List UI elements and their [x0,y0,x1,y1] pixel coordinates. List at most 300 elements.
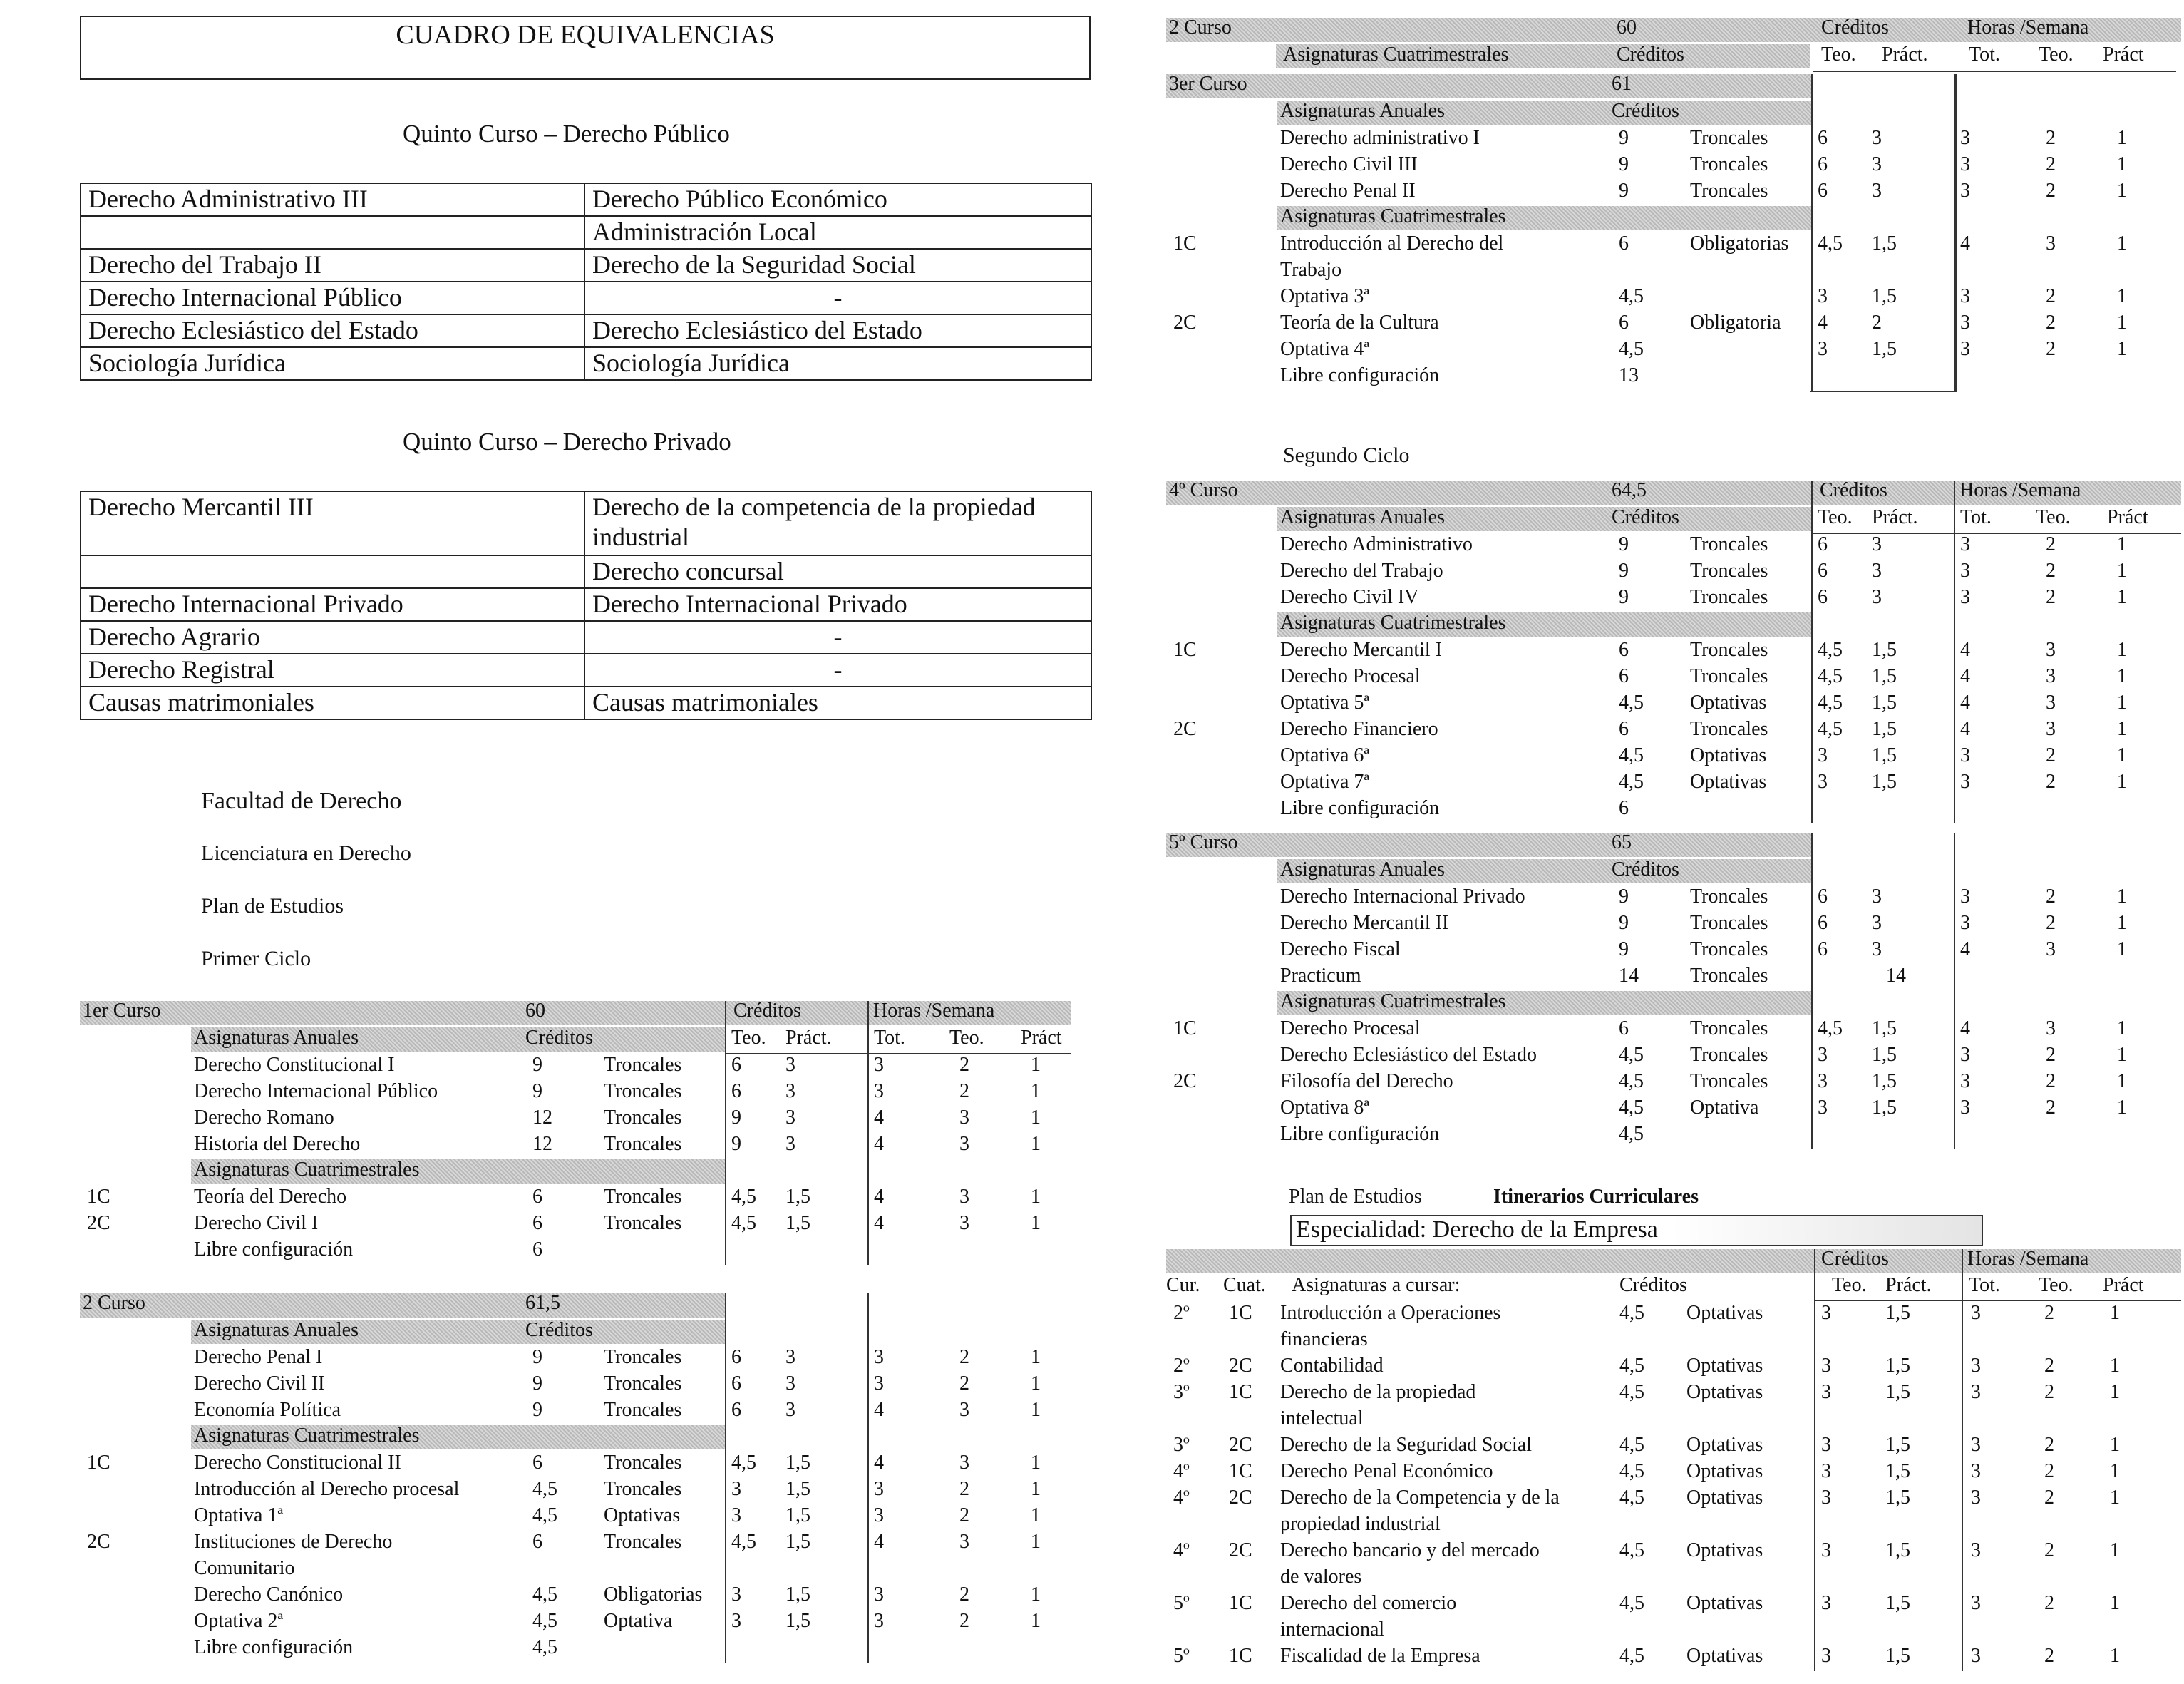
subject-name: Derecho Civil IV [1280,586,1419,608]
subject-name: Derecho Civil I [194,1212,319,1234]
privado-old-subject: Derecho Mercantil III [81,491,584,555]
hours-pract: 1 [2117,533,2127,555]
horas-group-header: Horas /Semana [873,1000,995,1022]
privado-old-subject: Derecho Internacional Privado [81,588,584,621]
itin-col-cuat: Cuat. [1223,1274,1266,1296]
itin-hpract: 1 [2110,1355,2120,1377]
credits-teo: 4,5 [731,1212,756,1234]
itin-curso: 2º [1173,1355,1190,1377]
subject-name: Economía Política [194,1399,341,1421]
hours-teo: 3 [959,1212,969,1234]
hours-total: 4 [874,1399,884,1421]
subject-credits: 4,5 [1619,1123,1644,1145]
subject-credits: 14 [1619,965,1639,987]
credits-teo: 3 [1818,1097,1828,1119]
course-header-shade [1166,74,1811,98]
subject-credits: 6 [1619,232,1629,255]
subject-name: Optativa 4ª [1280,338,1370,360]
hours-teo: 2 [2046,744,2056,766]
hours-teo: 2 [2046,586,2056,608]
hours-teo: 3 [2046,938,2056,960]
section-label: Asignaturas Anuales [1280,858,1445,880]
hours-pract: 1 [2117,312,2127,334]
publico-old-subject: Sociología Jurídica [81,347,584,380]
credits-teo: 6 [1818,180,1828,202]
privado-new-subject: Derecho de la competencia de la propiedad industrial [584,491,1091,555]
hours-total: 3 [874,1504,884,1526]
hours-pract: 1 [2117,1044,2127,1066]
credits-pract: 3 [785,1133,795,1155]
itin-curso: 3º [1173,1434,1190,1456]
publico-row [81,314,1091,347]
subject-credits: 13 [1619,364,1639,386]
itin-cuatrimestre: 1C [1229,1302,1252,1324]
hours-pract: 1 [2117,1017,2127,1039]
credits-teo: 6 [731,1399,741,1421]
hours-pract: 1 [2117,232,2127,255]
itin-hpract: 1 [2110,1460,2120,1482]
subject-name: Derecho Penal II [1280,180,1416,202]
specialty-title: Especialidad: Derecho de la Empresa [1296,1216,1658,1243]
credits-teo: 3 [1818,744,1828,766]
course-label: 5º Curso [1169,831,1238,853]
document-title-text: CUADRO DE EQUIVALENCIAS [396,20,775,50]
hours-pract: 1 [1031,1531,1041,1553]
subject-type: Obligatoria [1690,312,1781,334]
hours-teo: 3 [959,1133,969,1155]
credits-teo: 9 [731,1133,741,1155]
credits-pract: 3 [785,1399,795,1421]
itin-curso: 4º [1173,1487,1190,1509]
summary-pract-header: Práct. [1882,43,1928,66]
subject-credits: 6 [1619,639,1629,661]
creditos-group-header: Créditos [733,1000,801,1022]
credits-pract: 1,5 [785,1531,810,1553]
itin-pract: 1,5 [1885,1302,1910,1324]
cuatrimestre-label: 2C [1173,718,1197,740]
hours-pract: 1 [1031,1610,1041,1632]
hours-teo: 3 [959,1452,969,1474]
subject-credits: 9 [1619,153,1629,175]
itin-tot: 3 [1971,1460,1981,1482]
itin-hteo: 2 [2044,1434,2054,1456]
hours-pract: 1 [2117,938,2127,960]
itin-subject: Contabilidad [1280,1355,1384,1377]
subject-type: Troncales [604,1080,682,1102]
hours-teo: 3 [2046,692,2056,714]
itin-hpract: 1 [2110,1302,2120,1324]
pract-header: Práct. [1872,506,1918,528]
subject-name: Optativa 5ª [1280,692,1370,714]
itin-hpract: 1 [2110,1487,2120,1509]
subject-credits: 6 [1619,718,1629,740]
publico-new-subject: Derecho de la Seguridad Social [584,249,1091,282]
credits-pract: 1,5 [785,1212,810,1234]
itin-pract: 1,5 [1885,1355,1910,1377]
subject-name: Teoría del Derecho [194,1186,347,1208]
itin-pract: 1,5 [1885,1381,1910,1403]
credits-teo: 6 [731,1346,741,1368]
subject-credits: 4,5 [1619,338,1644,360]
credits-teo: 6 [1818,885,1828,908]
publico-new-subject: Sociología Jurídica [584,347,1091,380]
itin-header-underline [1814,1300,2181,1301]
credits-teo: 3 [1818,771,1828,793]
equivalence-table-privado [80,491,1092,720]
subject-type: Optativas [1690,744,1767,766]
subject-type: Troncales [604,1372,682,1395]
itin-pract: 1,5 [1885,1460,1910,1482]
itin-curso: 5º [1173,1592,1190,1614]
subject-type: Troncales [604,1452,682,1474]
hours-teo: 3 [959,1531,969,1553]
credits-teo: 4,5 [731,1452,756,1474]
credits-teo: 4,5 [1818,232,1843,255]
credits-pract: 3 [1872,533,1882,555]
hours-pract: 1 [1031,1346,1041,1368]
credits-column-header: Créditos [525,1027,593,1049]
hours-total: 3 [1960,127,1970,149]
hours-total: 3 [1960,744,1970,766]
subject-credits: 6 [1619,312,1629,334]
hours-total: 3 [1960,312,1970,334]
subject-credits: 6 [1619,665,1629,687]
hours-divider [867,1001,869,1265]
credits-pract: 14 [1886,965,1906,987]
itin-teo: 3 [1821,1434,1831,1456]
summary-underline [1813,71,2176,72]
itin-teo-header: Teo. [1832,1274,1867,1296]
credits-teo: 6 [1818,912,1828,934]
hours-pract: 1 [2117,744,2127,766]
publico-heading: Quinto Curso – Derecho Público [403,120,730,148]
hours-pract: 1 [1031,1504,1041,1526]
itin-subject: Derecho de la propiedad [1280,1381,1476,1403]
privado-row [81,621,1091,654]
subject-type: Optativas [604,1504,681,1526]
itin-subject-cont: internacional [1280,1618,1385,1641]
credits-pract: 3 [1872,153,1882,175]
subject-name-cont: Comunitario [194,1557,295,1579]
itin-pract: 1,5 [1885,1539,1910,1561]
credits-teo: 6 [731,1080,741,1102]
hours-teo: 3 [2046,639,2056,661]
publico-old-subject: Derecho del Trabajo II [81,249,584,282]
subject-type: Troncales [604,1186,682,1208]
itin-credits: 4,5 [1619,1381,1644,1403]
itin-credits: 4,5 [1619,1487,1644,1509]
credits-teo: 3 [1818,1070,1828,1092]
hours-total: 3 [1960,586,1970,608]
summary-teo-header: Teo. [1821,43,1856,66]
subject-credits: 4,5 [1619,1070,1644,1092]
credits-teo: 3 [731,1504,741,1526]
course-header-shade [80,1293,725,1318]
credits-pract: 1,5 [1872,1017,1897,1039]
itin-curso: 4º [1173,1460,1190,1482]
subject-type: Troncales [1690,1070,1768,1092]
credits-teo: 4,5 [731,1531,756,1553]
tot-header: Tot. [1960,506,1992,528]
hours-pract: 1 [2117,1070,2127,1092]
course-header-shade [80,1001,725,1025]
hours-pract: 1 [2117,771,2127,793]
itin-col-asig: Asignaturas a cursar: [1292,1274,1461,1296]
itin-pract-header: Práct. [1885,1274,1932,1296]
subject-credits: 6 [1619,797,1629,819]
hours-total: 3 [874,1346,884,1368]
hours-teo: 3 [2046,232,2056,255]
hours-teo: 2 [959,1504,969,1526]
subject-credits: 12 [532,1107,552,1129]
subject-name: Optativa 8ª [1280,1097,1370,1119]
hours-pract: 1 [2117,180,2127,202]
itin-hpract: 1 [2110,1381,2120,1403]
itin-cuatrimestre: 2C [1229,1539,1252,1561]
course3-box-bottom [1810,391,1957,392]
credits-teo: 6 [731,1372,741,1395]
hours-teo: 2 [2046,338,2056,360]
hours-total: 3 [1960,560,1970,582]
credits-pract: 3 [1872,586,1882,608]
horas-group-header: Horas /Semana [1959,479,2081,501]
cuatrimestre-label: 2C [1173,312,1197,334]
privado-old-subject: Causas matrimoniales [81,687,584,719]
hours-total: 3 [1960,1044,1970,1066]
hours-teo: 2 [959,1372,969,1395]
subject-name: Derecho del Trabajo [1280,560,1443,582]
hours-pract: 1 [2117,885,2127,908]
subject-name: Libre configuración [1280,797,1440,819]
credits-teo: 3 [731,1583,741,1606]
hours-total: 3 [874,1478,884,1500]
privado-row [81,588,1091,621]
hours-pract: 1 [1031,1133,1041,1155]
cuatrimestre-label: 2C [87,1212,110,1234]
hours-total: 3 [874,1080,884,1102]
subject-name: Derecho Financiero [1280,718,1438,740]
subject-credits: 9 [1619,127,1629,149]
itin-col-creditos: Créditos [1619,1274,1687,1296]
subject-credits: 9 [532,1054,542,1076]
cuatrimestre-label: 2C [87,1531,110,1553]
course-total-credits: 61,5 [525,1292,560,1314]
subject-credits: 12 [532,1133,552,1155]
section-label: Asignaturas Cuatrimestrales [1280,990,1506,1012]
hours-total: 4 [1960,639,1970,661]
subject-name: Optativa 1ª [194,1504,284,1526]
itin-hteo: 2 [2044,1302,2054,1324]
subject-credits: 6 [532,1452,542,1474]
itin-teo: 3 [1821,1539,1831,1561]
plan-label: Plan de Estudios [201,894,344,918]
itin-teo: 3 [1821,1381,1831,1403]
hours-teo: 3 [959,1399,969,1421]
subject-name: Derecho Penal I [194,1346,323,1368]
privado-row [81,654,1091,687]
course-total-credits: 61 [1612,73,1632,95]
itin-hpract: 1 [2110,1645,2120,1667]
subject-name: Derecho Civil III [1280,153,1418,175]
credits-pract: 3 [1872,938,1882,960]
subject-credits: 6 [532,1186,542,1208]
hours-divider [1954,481,1955,823]
section-label: Asignaturas Anuales [194,1027,359,1049]
credits-divider [1811,481,1813,823]
credits-teo: 6 [1818,938,1828,960]
hours-teo: 2 [2046,912,2056,934]
itin-type: Optativas [1686,1592,1763,1614]
subject-type: Troncales [604,1212,682,1234]
hours-teo: 2 [2046,1097,2056,1119]
credits-divider [725,1001,726,1265]
subject-type: Troncales [1690,127,1768,149]
itin-type: Optativas [1686,1539,1763,1561]
hours-total: 3 [1960,885,1970,908]
tot-header: Tot. [874,1027,905,1049]
itin-type: Optativas [1686,1434,1763,1456]
subject-name: Derecho Internacional Público [194,1080,438,1102]
hours-teo: 2 [959,1610,969,1632]
hours-pract: 1 [1031,1372,1041,1395]
publico-old-subject: Derecho Eclesiástico del Estado [81,314,584,347]
hours-total: 3 [874,1583,884,1606]
itin-curso: 5º [1173,1645,1190,1667]
hours-total: 3 [1960,912,1970,934]
subject-credits: 9 [1619,533,1629,555]
itin-type: Optativas [1686,1645,1763,1667]
teo-header: Teo. [1818,506,1853,528]
hours-total: 4 [1960,1017,1970,1039]
summary-tot-header: Tot. [1969,43,2000,66]
privado-new-subject: - [584,621,1091,654]
subject-type: Troncales [1690,912,1768,934]
section-label: Asignaturas Anuales [1280,506,1445,528]
itin-tot: 3 [1971,1302,1981,1324]
course2-summary-total: 60 [1617,16,1637,38]
privado-row [81,555,1091,588]
credits-teo: 3 [1818,285,1828,307]
itin-cuatrimestre: 2C [1229,1487,1252,1509]
subject-credits: 4,5 [1619,771,1644,793]
course2-summary-label: 2 Curso [1169,16,1232,38]
hours-pract: 1 [1031,1107,1041,1129]
credits-pract: 1,5 [785,1583,810,1606]
subject-credits: 9 [1619,560,1629,582]
hours-pract: 1 [1031,1054,1041,1076]
subject-credits: 9 [1619,586,1629,608]
itin-subject: Derecho Penal Económico [1280,1460,1493,1482]
hours-teo: 2 [2046,533,2056,555]
subject-name: Optativa 6ª [1280,744,1370,766]
credits-pract: 1,5 [1872,338,1897,360]
itin-tot-header: Tot. [1969,1274,2000,1296]
hours-pract: 1 [2117,1097,2127,1119]
hours-pract: 1 [2117,639,2127,661]
licenciatura-label: Licenciatura en Derecho [201,841,411,865]
hours-pract: 1 [2117,338,2127,360]
hours-total: 3 [1960,1070,1970,1092]
hours-pract: 1 [1031,1212,1041,1234]
subject-credits: 4,5 [532,1504,557,1526]
itin-teo: 3 [1821,1592,1831,1614]
subject-name: Libre configuración [1280,1123,1440,1145]
itin-hteo: 2 [2044,1355,2054,1377]
itin-tot: 3 [1971,1355,1981,1377]
hours-teo: 2 [2046,771,2056,793]
hours-total: 3 [1960,180,1970,202]
credits-teo: 6 [1818,533,1828,555]
itin-subject-cont: de valores [1280,1566,1362,1588]
credits-pract: 1,5 [785,1504,810,1526]
publico-row [81,249,1091,282]
itin-subject: Fiscalidad de la Empresa [1280,1645,1480,1667]
hours-total: 3 [874,1372,884,1395]
itin-cuatrimestre: 1C [1229,1460,1252,1482]
publico-new-subject: Administración Local [584,216,1091,249]
privado-row [81,687,1091,719]
itin-hteo-header: Teo. [2039,1274,2074,1296]
itin-pract: 1,5 [1885,1487,1910,1509]
section-label: Asignaturas Anuales [194,1319,359,1341]
itin-teo: 3 [1821,1302,1831,1324]
itin-hteo: 2 [2044,1592,2054,1614]
subject-name: Derecho Internacional Privado [1280,885,1525,908]
credits-pract: 1,5 [1872,1097,1897,1119]
itin-tot: 3 [1971,1539,1981,1561]
privado-new-subject: Derecho Internacional Privado [584,588,1091,621]
hours-total: 4 [874,1107,884,1129]
itin-credits: 4,5 [1619,1539,1644,1561]
itin-credits-divider [1814,1249,1815,1671]
itin-teo: 3 [1821,1487,1831,1509]
hours-total: 3 [1960,533,1970,555]
credits-pract: 1,5 [1872,771,1897,793]
subject-name: Introducción al Derecho del [1280,232,1504,255]
cuatrimestre-label: 1C [87,1186,110,1208]
primer-ciclo-label: Primer Ciclo [201,947,311,970]
course-label: 3er Curso [1169,73,1247,95]
subject-credits: 6 [532,1238,542,1261]
subject-credits: 4,5 [532,1636,557,1658]
subject-type: Troncales [604,1107,682,1129]
subject-name: Derecho Romano [194,1107,334,1129]
header-underline [725,1053,1071,1054]
itin-type: Optativas [1686,1460,1763,1482]
hours-total: 3 [1960,1097,1970,1119]
subject-name: Derecho Constitucional I [194,1054,395,1076]
credits-pract: 1,5 [1872,1044,1897,1066]
publico-new-subject: Derecho Público Económico [584,183,1091,216]
subject-credits: 9 [1619,912,1629,934]
hours-teo: 2 [959,1583,969,1606]
subject-credits: 4,5 [1619,285,1644,307]
hours-teo: 3 [2046,1017,2056,1039]
credits-teo: 3 [731,1610,741,1632]
hours-teo: 2 [2046,1070,2056,1092]
cuatrimestre-label: 1C [87,1452,110,1474]
itin-pract: 1,5 [1885,1592,1910,1614]
privado-new-subject: - [584,654,1091,687]
hours-pract: 1 [1031,1583,1041,1606]
subject-credits: 4,5 [1619,692,1644,714]
hours-teo: 2 [2046,180,2056,202]
itin-curso: 3º [1173,1381,1190,1403]
credits-teo: 4,5 [1818,1017,1843,1039]
itin-cuatrimestre: 2C [1229,1355,1252,1377]
itin-credits: 4,5 [1619,1434,1644,1456]
itin-subject: Derecho de la Seguridad Social [1280,1434,1532,1456]
